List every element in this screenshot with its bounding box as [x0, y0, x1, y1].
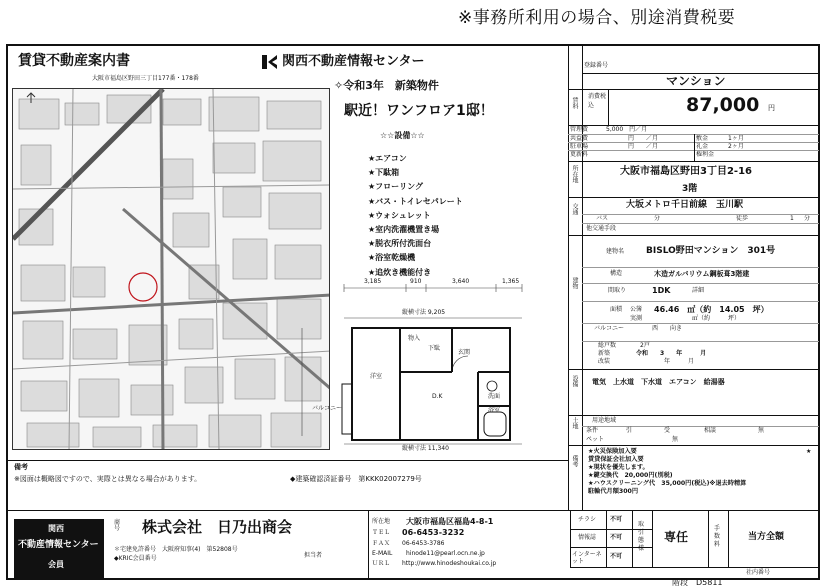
- deposit-value: 1ヶ月: [728, 135, 744, 142]
- deal-type-label: 取引態様: [638, 521, 645, 552]
- rent-value: 87,000: [686, 94, 760, 116]
- remarks-section-label: 備考: [571, 455, 578, 467]
- plan-room-label: 浴室: [488, 407, 501, 414]
- property-detail-table: [568, 45, 819, 510]
- internet-value: 不可: [610, 553, 623, 560]
- equipment-title: ☆☆設備☆☆: [380, 131, 425, 140]
- survey-value: ㎡（約 坪）: [692, 315, 741, 322]
- center-logo-icon: [262, 54, 278, 68]
- structure-value: 木造ガルバリウム鋼板葺3階建: [654, 270, 750, 278]
- built-value: 令和 3 年 月: [636, 350, 707, 357]
- commission-value: 当方全額: [748, 532, 785, 542]
- remarks-text: ※図面は概略図ですので、実際とは異なる場合があります。: [14, 475, 202, 483]
- plan-room-label: 洗面: [488, 393, 501, 400]
- equipment-item: ★フローリング: [368, 182, 424, 192]
- walk-label: 徒歩: [736, 215, 749, 222]
- building-name: BISLO野田マンション 301号: [646, 246, 776, 256]
- parking-value: 円 ／月: [628, 143, 659, 150]
- train-line: 大坂メトロ千日前線 玉川駅: [626, 200, 744, 210]
- parking-label: 駐車場: [570, 143, 589, 150]
- common-fee-value: 円 ／月: [628, 135, 659, 142]
- conditions-label: 条件: [586, 427, 599, 434]
- license-number: ＊宅建免許番号 大阪府知事(4) 第52808号: [114, 546, 238, 553]
- pets-value: 無: [672, 436, 679, 443]
- other-transport-label: 他交通手段: [586, 225, 617, 232]
- remark-item: ★鍵交換代 20,000円(別税): [588, 471, 673, 479]
- kouba-label: 公簿: [630, 306, 643, 313]
- magazine-label: 情報誌: [578, 534, 597, 541]
- plan-dim: 3,185: [364, 278, 382, 285]
- email-value[interactable]: hinode11@pearl.ocn.ne.jp: [406, 550, 485, 557]
- fax-value: 06-6453-3786: [402, 540, 445, 547]
- internal-number-label: 社内番号: [746, 569, 771, 576]
- fee-block: [568, 125, 819, 161]
- land-use-label: 用途地域: [592, 417, 617, 424]
- built-label: 新築: [598, 350, 611, 357]
- facilities-value: 電気 上水道 下水道 エアコン 給湯器: [592, 378, 725, 386]
- location-label: 所在地: [571, 165, 578, 183]
- plan-room-label: 玄関: [458, 349, 471, 356]
- plan-dim: 1,365: [502, 278, 520, 285]
- property-type: マンション: [666, 74, 726, 88]
- email-label: E-MAIL: [372, 550, 393, 557]
- page-code: 階段 D5811: [672, 578, 723, 587]
- plan-dim: 縦横寸法 11,340: [402, 445, 449, 452]
- condition-header: 受: [664, 427, 671, 434]
- kric-number: ◆KRIC会員番号: [114, 555, 157, 562]
- condition-header: 引: [626, 427, 633, 434]
- bus-label: バス: [596, 215, 609, 222]
- building-section-label: 建物: [571, 277, 578, 289]
- remark-item: 賃貸保証会社加入要: [588, 455, 644, 463]
- equipment-item: ★下駄箱: [368, 168, 400, 178]
- company-address: 大阪市福島区福島4-8-1: [406, 517, 494, 526]
- headline-year: ✧令和3年 新築物件: [334, 79, 439, 92]
- plan-room-label: D.K: [432, 393, 443, 400]
- tel-label: ＴＥＬ: [372, 529, 391, 536]
- units-label: 総戸数: [598, 342, 617, 349]
- equipment-item: ★エアコン: [368, 154, 407, 163]
- equipment-item: ★脱衣所付洗面台: [368, 239, 432, 249]
- plan-room-label: バルコニー: [312, 405, 343, 412]
- url-label: ＵＲＬ: [372, 560, 391, 567]
- flyer-label: チラシ: [578, 516, 597, 523]
- deal-type-value: 専任: [664, 530, 689, 544]
- walk-value: 1: [790, 215, 794, 222]
- equipment-item: ★ウォシュレット: [368, 210, 431, 220]
- listing-permissions: [570, 511, 820, 579]
- building-name-label: 建物名: [606, 248, 625, 255]
- layout-label: 間取り: [608, 287, 627, 294]
- remarks-title: 備考: [14, 463, 28, 471]
- area-value: 46.46 ㎡（約 14.05 坪）: [654, 305, 769, 314]
- flyer-value: 不可: [610, 516, 623, 523]
- property-address: 大阪市福島区野田3丁目2-16: [620, 166, 752, 177]
- survey-label: 実測: [630, 315, 643, 322]
- plan-dim: 910: [410, 278, 422, 285]
- manager-label: 担当者: [304, 552, 323, 559]
- condition-header: 相談: [704, 427, 717, 434]
- equipment-item: ★浴室乾燥機: [368, 253, 416, 263]
- balcony-label: バルコニー: [594, 325, 625, 332]
- remark-item: ★ハウスクリーニング代 35,000円(税込)※退去時精算: [588, 479, 747, 487]
- url-link[interactable]: http://www.hinodeshoukai.co.jp: [402, 560, 497, 567]
- reg-no-label: 登録番号: [584, 62, 609, 69]
- transport-label: 交通: [571, 203, 578, 215]
- layout-detail-label: 詳細: [692, 287, 705, 294]
- renovation-label: 改装: [598, 358, 611, 365]
- remark-item: ★現状を優先します。: [588, 463, 649, 471]
- key-money-value: 2ヶ月: [728, 143, 744, 150]
- layout-value: 1DK: [652, 286, 671, 295]
- tax-label: 消費税込: [588, 93, 607, 109]
- remark-item: ★火災保険加入要: [588, 448, 637, 455]
- equipment-item: ★室内洗濯機置き場: [368, 225, 440, 235]
- units-value: 2戸: [640, 342, 650, 349]
- rent-unit: 円: [768, 104, 775, 112]
- floor-plan: [282, 276, 554, 456]
- bus-minutes: 分: [654, 215, 661, 222]
- company-name: 株式会社 日乃出商会: [142, 518, 293, 536]
- commission-label: 手数料: [714, 525, 721, 548]
- equipment-item: ★追炊き機能付き: [368, 267, 432, 277]
- fax-label: ＦＡＸ: [372, 540, 391, 547]
- condition-header: 無: [758, 427, 765, 434]
- rent-label: 賃料: [571, 97, 578, 109]
- land-section-label: 土地: [571, 417, 578, 429]
- right-remarks-list: [588, 448, 746, 495]
- kenri-label: 権利金: [696, 151, 715, 158]
- pets-label: ペット: [586, 436, 605, 443]
- structure-label: 構造: [610, 270, 623, 277]
- tel-value: 06-6453-3232: [402, 528, 465, 537]
- renewal-label: 更新料: [570, 151, 589, 158]
- magazine-value: 不可: [610, 534, 623, 541]
- headline-main: 駅近！ワンフロア1邸！: [344, 103, 494, 119]
- plan-room-label: 洋室: [370, 373, 383, 380]
- plan-dim: 縦横寸法 9,205: [402, 309, 446, 316]
- kric-member-logo: 関西 不動産情報センター 会員: [14, 519, 104, 579]
- header-note: ※事務所利用の場合、別途消費税要: [458, 8, 736, 28]
- key-money-label: 礼金: [696, 143, 709, 150]
- plan-room-label: 物入: [408, 335, 421, 342]
- map-address: 大阪市福島区野田三丁目177番・178番: [92, 75, 199, 82]
- equipment-list: [368, 152, 463, 280]
- deposit-label: 敷金: [696, 135, 709, 142]
- permit-number: ◆建築確認済証番号 第KKK02007279号: [290, 475, 422, 483]
- area-label: 面積: [610, 306, 623, 313]
- remark-star: ★: [806, 448, 812, 455]
- walk-minutes: 分: [804, 215, 811, 222]
- renovation-value: 年 月: [664, 358, 695, 365]
- company-address-label: 所在地: [372, 518, 391, 525]
- internet-label: インターネット: [572, 551, 602, 565]
- mgmt-fee-value: 5,000 円／月: [606, 126, 648, 133]
- facilities-section-label: 設備: [571, 375, 578, 387]
- remark-item: 駐輪代月額300円: [588, 487, 639, 495]
- document-title: 賃貸不動産案内書: [18, 53, 130, 69]
- mgmt-fee-label: 管理費: [570, 126, 589, 133]
- trade-name-label: 商号: [114, 519, 121, 532]
- center-name: 関西不動産情報センター: [282, 54, 425, 69]
- property-floor: 3階: [682, 184, 698, 194]
- plan-dim: 3,640: [452, 278, 470, 285]
- common-fee-label: 共益費: [570, 135, 589, 142]
- plan-room-label: 下駄: [428, 345, 441, 352]
- equipment-item: ★バス・トイレセパレート: [368, 196, 463, 206]
- balcony-facing: 西 向き: [652, 325, 683, 332]
